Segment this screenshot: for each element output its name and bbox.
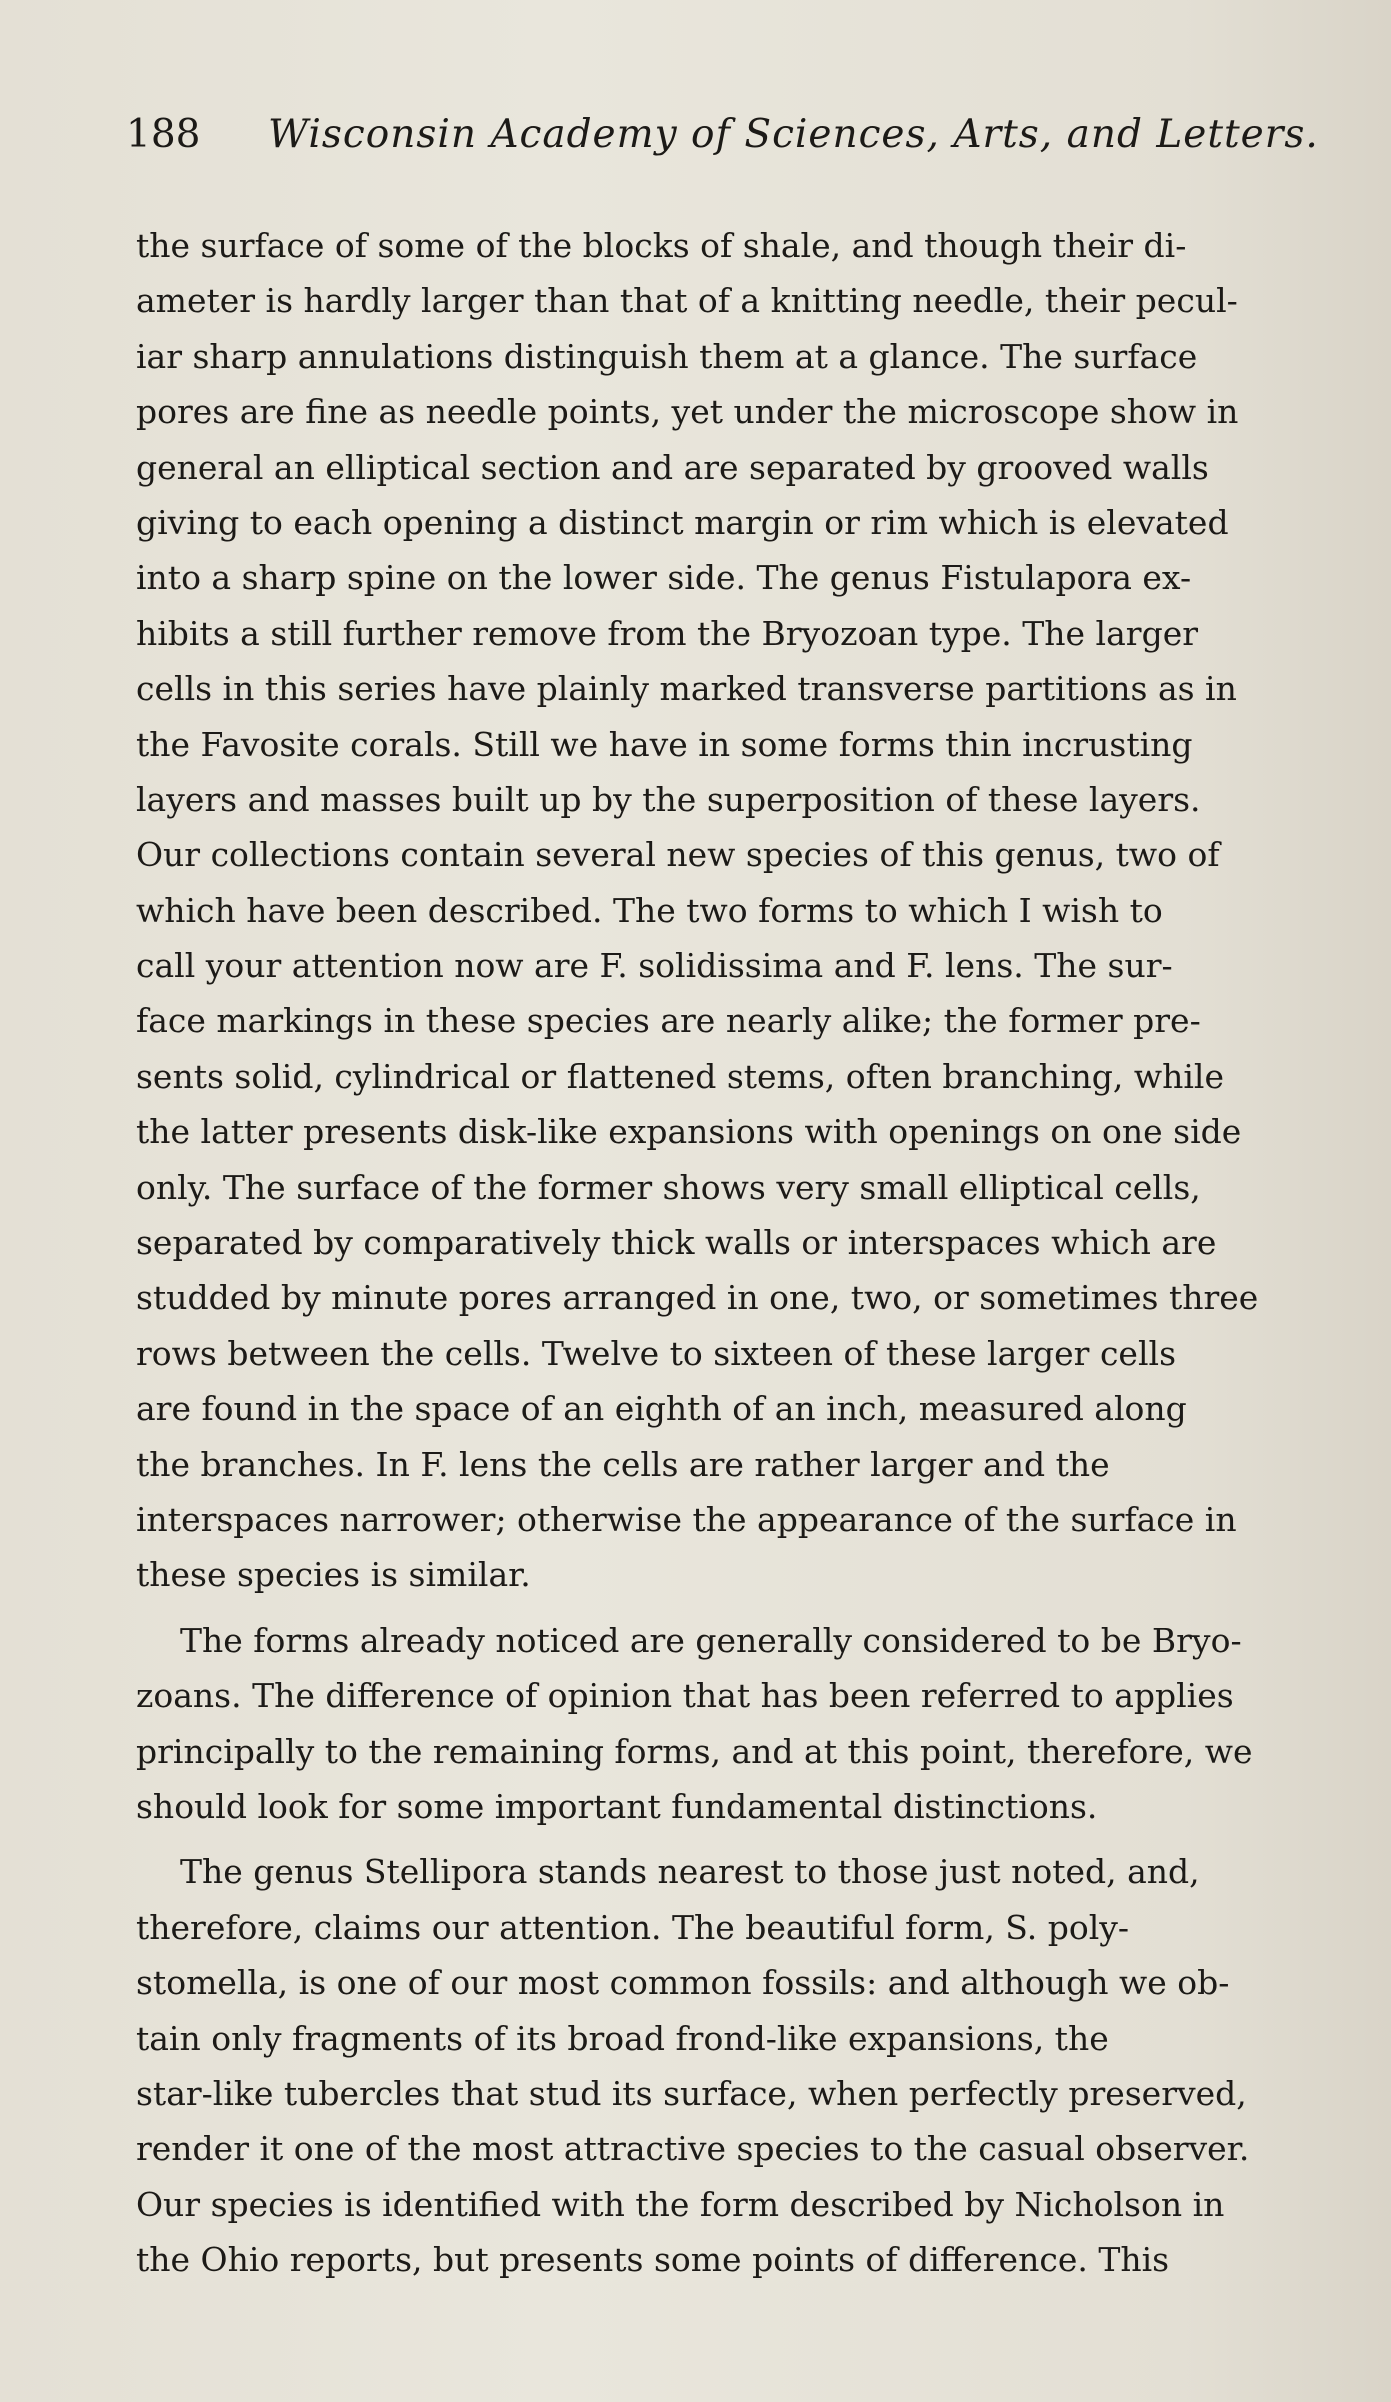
text-line: ameter is hardly larger than that of a knitting needle, their pecul- xyxy=(136,281,1238,321)
text-line: giving to each opening a distinct margin or rim which is elevated xyxy=(136,502,1229,542)
page-number: 188 xyxy=(126,112,201,157)
running-head: Wisconsin Academy of Sciences, Arts, and Letters. xyxy=(268,112,1319,157)
page-header xyxy=(126,112,1326,172)
text-line: the Ohio reports, but presents some points of difference. This xyxy=(136,2240,1170,2280)
text-line: zoans. The difference of opinion that has been referred to applies xyxy=(136,1676,1234,1716)
text-line: principally to the remaining forms, and at this point, therefore, we xyxy=(136,1731,1253,1771)
text-line: interspaces narrower; otherwise the appearance of the surface in xyxy=(136,1499,1237,1539)
text-line: should look for some important fundamental distinctions. xyxy=(136,1786,1098,1826)
body-text xyxy=(136,218,1328,2287)
text-line: stomella, is one of our most common fossils: and although we ob- xyxy=(136,1963,1230,2003)
text-line: which have been described. The two forms to which I wish to xyxy=(136,890,1163,930)
text-line: Our species is identified with the form described by Nicholson in xyxy=(136,2184,1225,2224)
text-line: rows between the cells. Twelve to sixteen of these larger cells xyxy=(136,1333,1176,1373)
text-line: are found in the space of an eighth of an inch, measured along xyxy=(136,1389,1187,1429)
text-line: layers and masses built up by the superposition of these layers. xyxy=(136,779,1201,819)
text-line: only. The surface of the former shows very small elliptical cells, xyxy=(136,1167,1201,1207)
text-line: call your attention now are F. solidissima and F. lens. The sur- xyxy=(136,946,1173,986)
text-line: the surface of some of the blocks of shale, and though their di- xyxy=(136,226,1187,265)
text-line: general an elliptical section and are separated by grooved walls xyxy=(136,447,1209,487)
text-line: Our collections contain several new species of this genus, two of xyxy=(136,835,1220,875)
text-line: therefore, claims our attention. The beautiful form, S. poly- xyxy=(136,1907,1130,1947)
text-line: cells in this series have plainly marked transverse partitions as in xyxy=(136,669,1237,709)
text-line: the latter presents disk-like expansions with openings on one side xyxy=(136,1112,1242,1152)
text-line: face markings in these species are nearly alike; the former pre- xyxy=(136,1001,1201,1041)
text-line: star-like tubercles that stud its surface, when perfectly preserved, xyxy=(136,2073,1247,2113)
text-line: the Favosite corals. Still we have in some forms thin incrusting xyxy=(136,724,1193,764)
text-line: The forms already noticed are generally considered to be Bryo- xyxy=(180,1620,1242,1660)
text-line: tain only fragments of its broad frond-like expansions, the xyxy=(136,2018,1109,2058)
text-line: render it one of the most attractive species to the casual observer. xyxy=(136,2129,1250,2169)
text-line: these species is similar. xyxy=(136,1555,531,1595)
text-line: studded by minute pores arranged in one, two, or sometimes three xyxy=(136,1278,1259,1318)
text-line: sents solid, cylindrical or flattened stems, often branching, while xyxy=(136,1056,1224,1096)
text-line: into a sharp spine on the lower side. The genus Fistulapora ex- xyxy=(136,558,1192,598)
text-line: separated by comparatively thick walls or interspaces which are xyxy=(136,1223,1217,1263)
text-line: iar sharp annulations distinguish them at a glance. The surface xyxy=(136,336,1198,376)
text-line: The genus Stellipora stands nearest to those just noted, and, xyxy=(180,1852,1200,1892)
text-line: the branches. In F. lens the cells are rather larger and the xyxy=(136,1444,1110,1484)
text-line: hibits a still further remove from the Bryozoan type. The larger xyxy=(136,613,1198,653)
text-line: pores are fine as needle points, yet under the microscope show in xyxy=(136,392,1239,432)
